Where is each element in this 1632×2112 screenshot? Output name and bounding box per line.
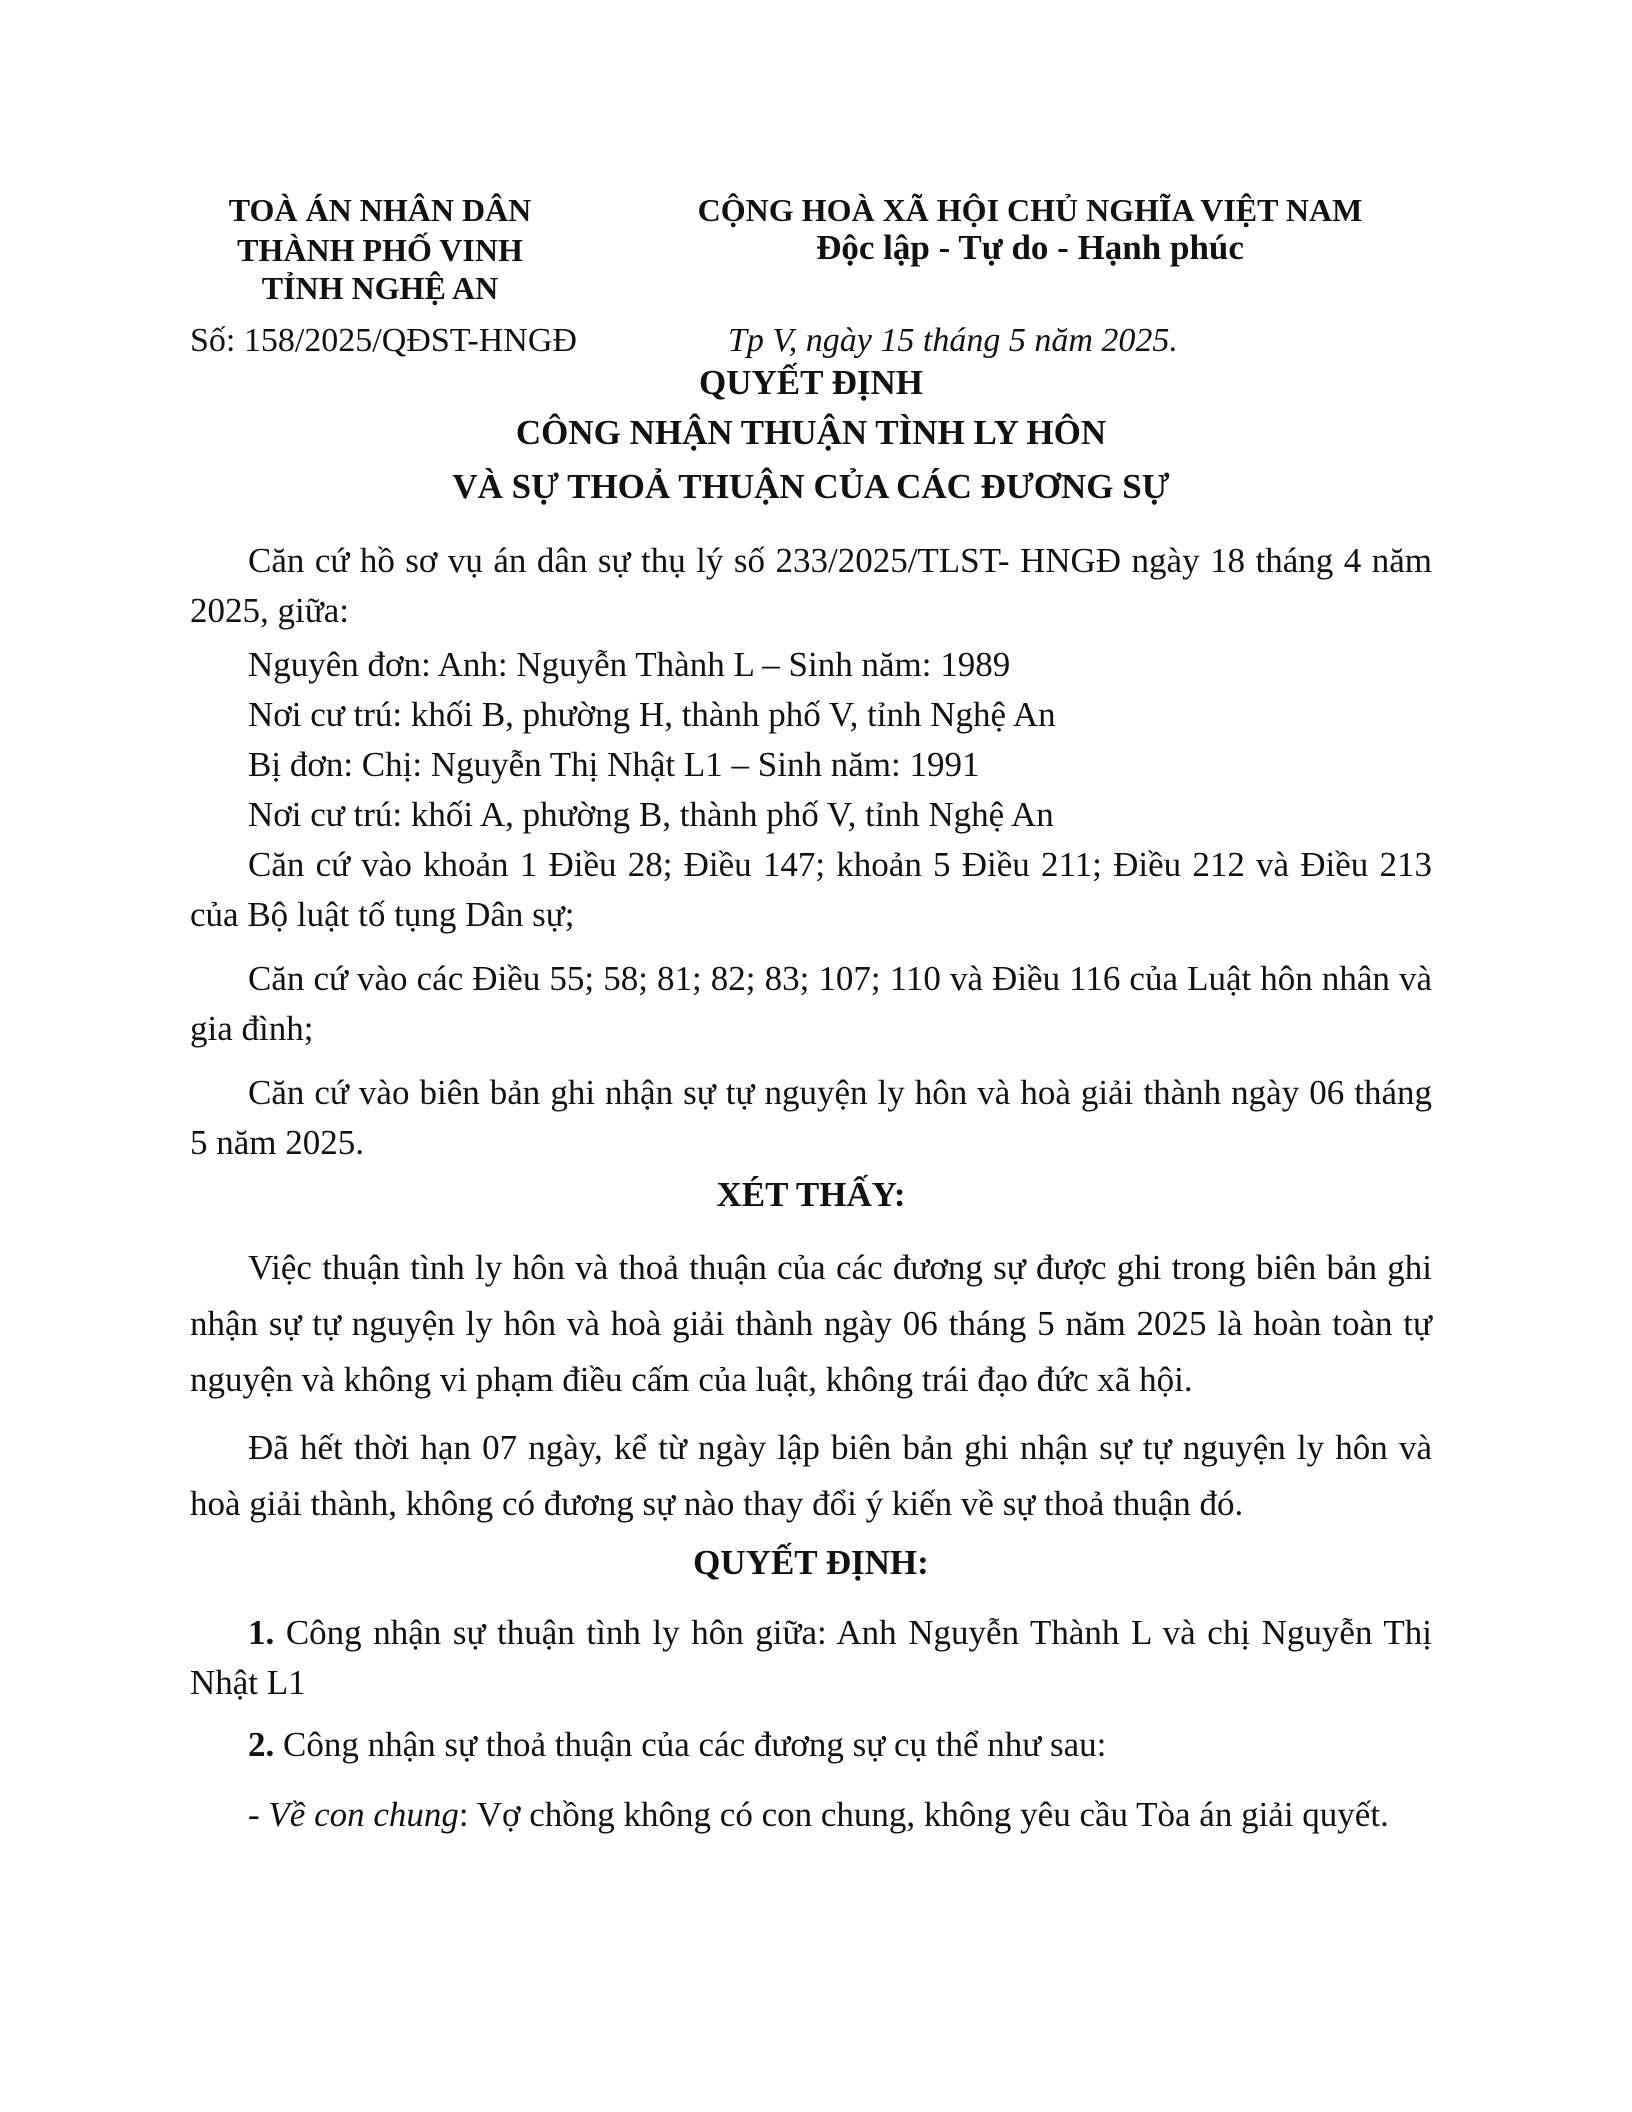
decision-item-2-text: Công nhận sự thoả thuận của các đương sự cụ thể như sau: bbox=[274, 1725, 1107, 1764]
court-name-line2: THÀNH PHỐ VINH bbox=[237, 232, 523, 268]
basis-civil-procedure: Căn cứ vào khoản 1 Điều 28; Điều 147; khoản 5 Điều 211; Điều 212 và Điều 213 của Bộ luật tố tụng Dân sự; bbox=[190, 845, 1432, 934]
decision-item-2 bbox=[248, 1720, 1106, 1770]
decision-item-1 bbox=[190, 1608, 1432, 1708]
defendant-line: Bị đơn: Chị: Nguyễn Thị Nhật L1 – Sinh năm: 1991 bbox=[248, 745, 980, 784]
findings-heading: XÉT THẤY: bbox=[716, 1175, 906, 1214]
decision-item-3-text: : Vợ chồng không có con chung, không yêu cầu Tòa án giải quyết. bbox=[458, 1795, 1389, 1834]
court-name-line3: TỈNH NGHỆ AN bbox=[261, 270, 499, 306]
nation-motto: Độc lập - Tự do - Hạnh phúc bbox=[816, 228, 1244, 267]
decision-item-1-number: 1. bbox=[248, 1613, 275, 1652]
court-name-line1: TOÀ ÁN NHÂN DÂN bbox=[228, 192, 532, 228]
decision-item-3 bbox=[248, 1790, 1389, 1840]
findings-paragraph-2: Đã hết thời hạn 07 ngày, kể từ ngày lập biên bản ghi nhận sự tự nguyện ly hôn và hoà giải thành, không có đương sự nào thay đổi ý kiến về sự thoả thuận đó. bbox=[190, 1428, 1432, 1523]
nation-title: CỘNG HOÀ XÃ HỘI CHỦ NGHĨA VIỆT NAM bbox=[697, 192, 1363, 228]
basis-marriage-law: Căn cứ vào các Điều 55; 58; 81; 82; 83; 107; 110 và Điều 116 của Luật hôn nhân và gia đình; bbox=[190, 959, 1432, 1048]
findings-paragraph-1: Việc thuận tình ly hôn và thoả thuận của các đương sự được ghi trong biên bản ghi nhận sự tự nguyện ly hôn và hoà giải thành ngày 06 tháng 5 năm 2025 là hoàn toàn tự nguyện và không vi phạm điều cấm của luật, không trái đạo đức xã hội. bbox=[190, 1248, 1432, 1399]
basis-case-file: Căn cứ hồ sơ vụ án dân sự thụ lý số 233/2025/TLST- HNGĐ ngày 18 tháng 4 năm 2025, giữa: bbox=[190, 541, 1432, 630]
plaintiff-residence: Nơi cư trú: khối B, phường H, thành phố V, tỉnh Nghệ An bbox=[248, 695, 1056, 734]
decision-item-3-label: Về con chung bbox=[268, 1795, 459, 1834]
document-title-line1: QUYẾT ĐỊNH bbox=[699, 363, 923, 402]
document-title-line3: VÀ SỰ THOẢ THUẬN CỦA CÁC ĐƯƠNG SỰ bbox=[452, 467, 1170, 506]
document-title-line2: CÔNG NHẬN THUẬN TÌNH LY HÔN bbox=[515, 413, 1107, 452]
decision-item-1-text: Công nhận sự thuận tình ly hôn giữa: Anh Nguyễn Thành L và chị Nguyễn Thị Nhật L1 bbox=[190, 1613, 1432, 1702]
place-date: Tp V, ngày 15 tháng 5 năm 2025. bbox=[728, 322, 1178, 359]
plaintiff-line: Nguyên đơn: Anh: Nguyễn Thành L – Sinh năm: 1989 bbox=[248, 645, 1011, 684]
decision-item-3-prefix: - bbox=[248, 1795, 269, 1834]
decision-heading: QUYẾT ĐỊNH: bbox=[693, 1543, 929, 1582]
decision-item-2-number: 2. bbox=[248, 1725, 275, 1764]
defendant-residence: Nơi cư trú: khối A, phường B, thành phố V, tỉnh Nghệ An bbox=[248, 795, 1054, 834]
decision-number: Số: 158/2025/QĐST-HNGĐ bbox=[190, 322, 577, 359]
basis-record: Căn cứ vào biên bản ghi nhận sự tự nguyện ly hôn và hoà giải thành ngày 06 tháng 5 năm 2025. bbox=[190, 1073, 1432, 1162]
